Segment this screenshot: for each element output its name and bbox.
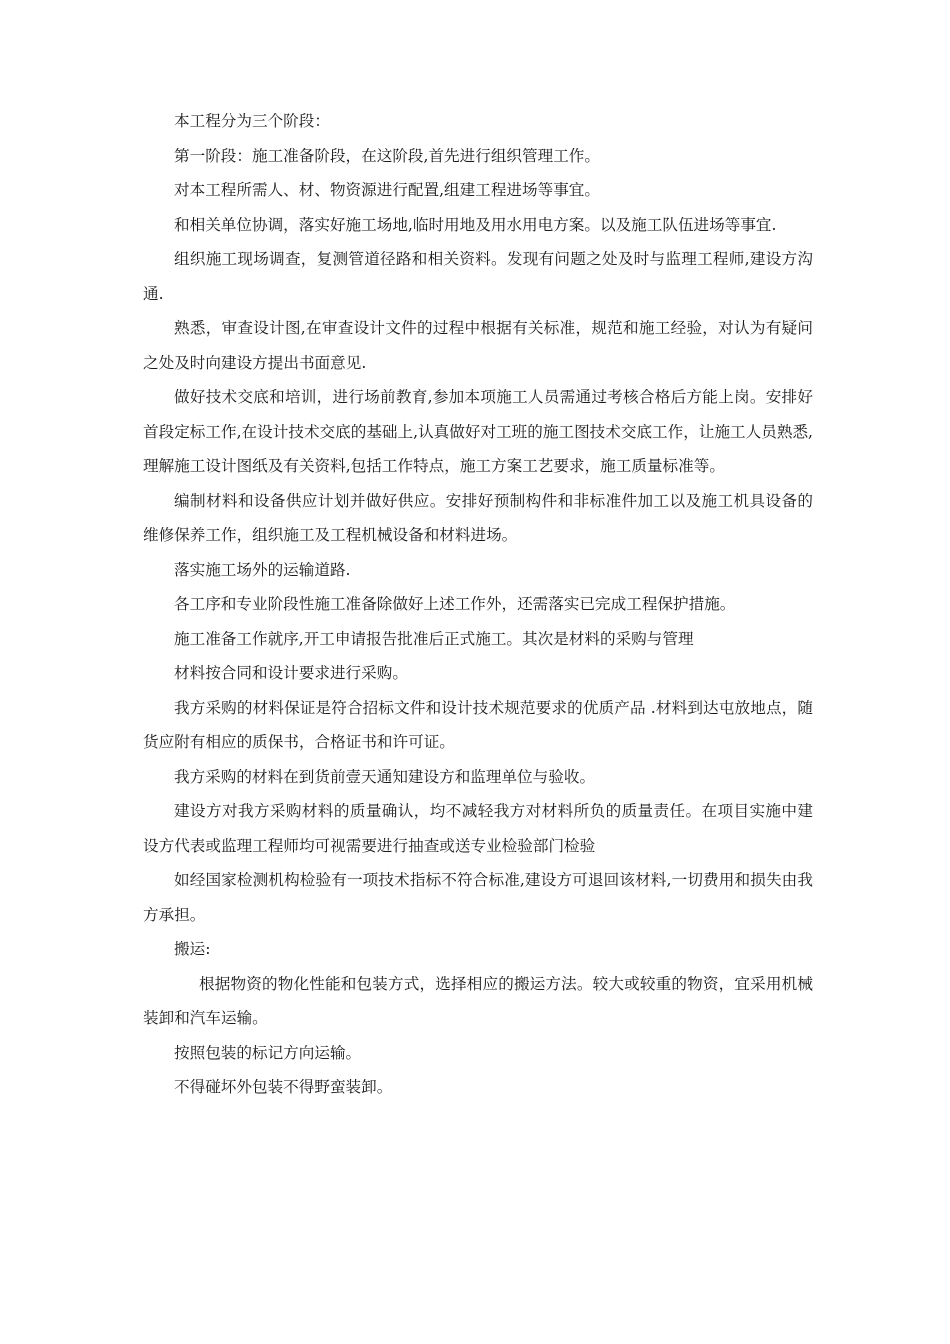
- section-heading: 搬运:: [174, 940, 211, 958]
- paragraph: 熟悉，审查设计图,在审查设计文件的过程中根据有关标准，规范和施工经验，对认为有疑问之处及时向建设方提出书面意见.: [143, 319, 813, 372]
- paragraph: 施工准备工作就序,开工申请报告批准后正式施工。其次是材料的采购与管理: [174, 629, 694, 648]
- paragraph: 做好技术交底和培训，进行场前教育,参加本项施工人员需通过考核合格后方能上岗。安排好首段定标工作,在设计技术交底的基础上,认真做好对工班的施工图技术交底工作，让施工人员熟悉,理解施工设计图纸及有关资料,包括工作特点，施工方案工艺要求，施工质量标准等。: [143, 388, 813, 475]
- paragraph: 和相关单位协调，落实好施工场地,临时用地及用水用电方案。以及施工队伍进场等事宜.: [174, 215, 777, 234]
- paragraph: 根据物资的物化性能和包装方式，选择相应的搬运方法。较大或较重的物资，宜采用机械装卸和汽车运输。: [143, 974, 813, 1027]
- paragraph: 我方采购的材料在到货前壹天通知建设方和监理单位与验收。: [174, 767, 596, 786]
- paragraph: 按照包装的标记方向运输。: [174, 1043, 362, 1062]
- paragraph: 不得碰坏外包装不得野蛮装卸。: [174, 1078, 393, 1096]
- paragraph: 各工序和专业阶段性施工准备除做好上述工作外，还需落实已完成工程保护措施。: [174, 595, 736, 613]
- paragraph: 对本工程所需人、材、物资源进行配置,组建工程进场等事宜。: [174, 181, 600, 199]
- paragraph: 我方采购的材料保证是符合招标文件和设计技术规范要求的优质产品 .材料到达屯放地点，随货应附有相应的质保书，合格证书和许可证。: [143, 698, 813, 751]
- paragraph: 如经国家检测机构检验有一项技术指标不符合标准,建设方可退回该材料,一切费用和损失由我方承担。: [143, 871, 813, 924]
- paragraph: 第一阶段：施工准备阶段，在这阶段,首先进行组织管理工作。: [174, 146, 600, 165]
- paragraph: 落实施工场外的运输道路.: [174, 560, 351, 579]
- paragraph: 组织施工现场调查，复测管道径路和相关资料。发现有问题之处及时与监理工程师,建设方沟通.: [143, 250, 813, 303]
- paragraph: 编制材料和设备供应计划并做好供应。安排好预制构件和非标准件加工以及施工机具设备的维修保养工作，组织施工及工程机械设备和材料进场。: [143, 491, 813, 544]
- document-body: [143, 104, 813, 1105]
- paragraph: 本工程分为三个阶段：: [174, 112, 330, 130]
- paragraph: 建设方对我方采购材料的质量确认，均不减轻我方对材料所负的质量责任。在项目实施中建设方代表或监理工程师均可视需要进行抽查或送专业检验部门检验: [143, 802, 813, 855]
- paragraph: 材料按合同和设计要求进行采购。: [174, 664, 408, 682]
